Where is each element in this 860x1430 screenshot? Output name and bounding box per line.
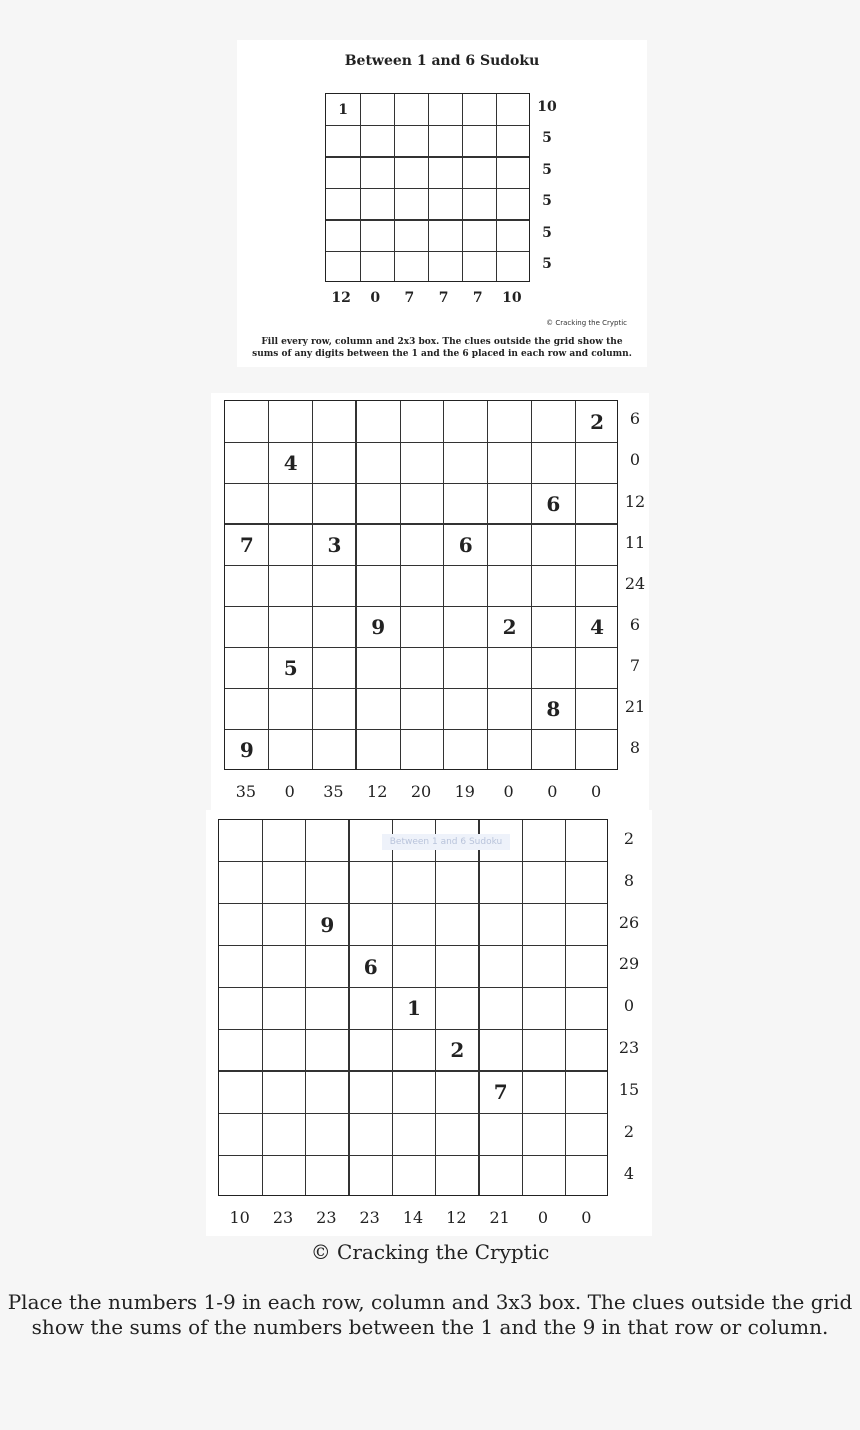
row-clue: 0 — [623, 996, 635, 1016]
rules-text: Place the numbers 1-9 in each row, column and 3x3 box. The clues outside the grid show the sums of the numbers between the 1 and the 9 in that row or column. — [7, 1290, 853, 1339]
sudoku-cell[interactable] — [313, 689, 357, 730]
sudoku-cell[interactable] — [326, 189, 360, 221]
sudoku-cell[interactable] — [522, 904, 565, 946]
column-clue: 23 — [316, 1208, 337, 1227]
sudoku-cell[interactable] — [488, 565, 532, 606]
sudoku-cell[interactable] — [522, 1155, 565, 1197]
sudoku-cell[interactable] — [269, 607, 313, 648]
sudoku-cell[interactable] — [436, 862, 479, 904]
sudoku-cell[interactable] — [429, 252, 463, 284]
row-clue: 11 — [624, 532, 646, 552]
sudoku-cell[interactable] — [566, 1071, 609, 1113]
sudoku-cell[interactable] — [326, 220, 360, 252]
sudoku-cell[interactable] — [497, 220, 531, 252]
sudoku-cell[interactable] — [497, 126, 531, 158]
column-clue: 35 — [323, 782, 344, 801]
sudoku-cell[interactable] — [356, 442, 400, 483]
row-clue: 8 — [623, 870, 635, 890]
sudoku-cell[interactable] — [392, 1113, 435, 1155]
given-digit[interactable]: 9 — [239, 738, 254, 763]
row-clue: 4 — [623, 1163, 635, 1183]
sudoku-cell[interactable] — [394, 252, 428, 284]
sudoku-cell[interactable] — [360, 189, 394, 221]
sudoku-cell[interactable] — [326, 126, 360, 158]
watermark-text: Between 1 and 6 Sudoku — [382, 834, 510, 850]
sudoku-cell[interactable] — [349, 1029, 392, 1071]
given-digit[interactable]: 6 — [458, 532, 473, 557]
sudoku-cell[interactable] — [262, 862, 305, 904]
sudoku-cell[interactable] — [522, 1113, 565, 1155]
sudoku-cell[interactable] — [306, 1029, 349, 1071]
sudoku-cell[interactable] — [436, 1113, 479, 1155]
sudoku-cell[interactable] — [326, 252, 360, 284]
puzzle-6x6-panel — [237, 40, 647, 367]
given-digit[interactable]: 6 — [363, 954, 378, 979]
copyright: © Cracking the Cryptic — [310, 1240, 550, 1264]
sudoku-cell[interactable] — [269, 565, 313, 606]
row-clue: 0 — [629, 450, 641, 470]
sudoku-cell[interactable] — [400, 648, 444, 689]
given-digit[interactable]: 8 — [546, 697, 561, 722]
sudoku-cell[interactable] — [522, 820, 565, 862]
sudoku-cell[interactable] — [356, 648, 400, 689]
sudoku-cell[interactable] — [522, 988, 565, 1030]
sudoku-cell[interactable] — [394, 157, 428, 189]
puzzle-9x9-panel-2 — [206, 810, 652, 1236]
sudoku-cell[interactable] — [444, 483, 488, 524]
row-clue: 6 — [629, 409, 641, 429]
sudoku-cell[interactable] — [463, 126, 497, 158]
sudoku-cell[interactable] — [219, 946, 262, 988]
sudoku-cell[interactable] — [394, 220, 428, 252]
sudoku-cell[interactable] — [313, 483, 357, 524]
sudoku-cell[interactable] — [479, 988, 522, 1030]
sudoku-cell[interactable] — [225, 483, 269, 524]
row-clue: 24 — [624, 573, 646, 593]
sudoku-cell[interactable] — [219, 988, 262, 1030]
sudoku-cell[interactable] — [392, 862, 435, 904]
sudoku-cell[interactable] — [392, 946, 435, 988]
row-clue: 2 — [623, 1121, 635, 1141]
sudoku-cell[interactable] — [429, 220, 463, 252]
row-clue: 5 — [542, 161, 552, 178]
column-clue: 7 — [472, 290, 483, 306]
column-clue: 0 — [370, 290, 381, 306]
sudoku-cell[interactable] — [360, 220, 394, 252]
copyright-small: © Cracking the Cryptic — [546, 319, 627, 327]
sudoku-cell[interactable] — [262, 946, 305, 988]
sudoku-cell[interactable] — [463, 189, 497, 221]
sudoku-cell[interactable] — [400, 442, 444, 483]
column-clue: 21 — [489, 1208, 510, 1227]
sudoku-cell[interactable] — [269, 524, 313, 565]
sudoku-cell[interactable] — [488, 524, 532, 565]
sudoku-cell[interactable] — [429, 94, 463, 126]
sudoku-cell[interactable] — [436, 1155, 479, 1197]
given-digit[interactable]: 3 — [327, 532, 342, 557]
sudoku-cell[interactable] — [463, 252, 497, 284]
sudoku-cell[interactable] — [400, 524, 444, 565]
column-clue: 0 — [547, 782, 558, 801]
sudoku-cell[interactable] — [356, 730, 400, 771]
sudoku-cell[interactable] — [349, 904, 392, 946]
sudoku-cell[interactable] — [479, 1155, 522, 1197]
sudoku-cell[interactable] — [479, 862, 522, 904]
sudoku-cell[interactable] — [306, 946, 349, 988]
sudoku-cell[interactable] — [219, 1113, 262, 1155]
column-clue: 35 — [235, 782, 257, 801]
sudoku-cell[interactable] — [400, 689, 444, 730]
sudoku-cell[interactable] — [306, 1071, 349, 1113]
sudoku-cell[interactable] — [356, 524, 400, 565]
column-clue: 12 — [446, 1208, 467, 1227]
sudoku-cell[interactable] — [400, 730, 444, 771]
sudoku-cell[interactable] — [488, 730, 532, 771]
row-clue: 21 — [624, 697, 646, 717]
sudoku-cell[interactable] — [306, 820, 349, 862]
sudoku-cell[interactable] — [566, 1155, 609, 1197]
sudoku-cell[interactable] — [349, 1113, 392, 1155]
sudoku-cell[interactable] — [463, 220, 497, 252]
sudoku-cell[interactable] — [392, 1071, 435, 1113]
sudoku-cell[interactable] — [575, 483, 619, 524]
row-clue: 2 — [623, 828, 635, 848]
given-digit[interactable]: 2 — [450, 1038, 465, 1063]
puzzle-6x6-title: Between 1 and 6 Sudoku — [344, 53, 540, 69]
sudoku-cell[interactable] — [225, 689, 269, 730]
row-clue: 5 — [542, 256, 552, 273]
given-digit[interactable]: 6 — [546, 491, 561, 516]
sudoku-grid-6x6 — [325, 93, 530, 282]
sudoku-cell[interactable] — [429, 189, 463, 221]
given-digit[interactable]: 9 — [320, 912, 335, 937]
sudoku-cell[interactable] — [522, 862, 565, 904]
column-clue: 0 — [591, 782, 602, 801]
sudoku-cell[interactable] — [463, 157, 497, 189]
sudoku-cell[interactable] — [400, 565, 444, 606]
sudoku-cell[interactable] — [219, 1155, 262, 1197]
given-digit[interactable]: 2 — [590, 409, 605, 434]
sudoku-cell[interactable] — [262, 1155, 305, 1197]
sudoku-cell[interactable] — [392, 1155, 435, 1197]
sudoku-cell[interactable] — [444, 730, 488, 771]
given-digit[interactable]: 1 — [407, 996, 421, 1021]
sudoku-cell[interactable] — [488, 442, 532, 483]
sudoku-cell[interactable] — [306, 862, 349, 904]
sudoku-cell[interactable] — [479, 904, 522, 946]
sudoku-cell[interactable] — [444, 401, 488, 442]
sudoku-cell[interactable] — [356, 401, 400, 442]
sudoku-cell[interactable] — [313, 565, 357, 606]
sudoku-cell[interactable] — [575, 689, 619, 730]
given-digit[interactable]: 2 — [502, 615, 517, 640]
sudoku-cell[interactable] — [225, 648, 269, 689]
sudoku-cell[interactable] — [531, 442, 575, 483]
sudoku-cell[interactable] — [479, 946, 522, 988]
sudoku-cell[interactable] — [479, 1029, 522, 1071]
column-clue: 23 — [359, 1208, 380, 1227]
sudoku-cell[interactable] — [269, 689, 313, 730]
sudoku-cell[interactable] — [444, 442, 488, 483]
sudoku-cell[interactable] — [392, 904, 435, 946]
sudoku-cell[interactable] — [463, 94, 497, 126]
column-clue: 14 — [402, 1208, 424, 1227]
sudoku-cell[interactable] — [306, 988, 349, 1030]
sudoku-cell[interactable] — [349, 862, 392, 904]
sudoku-cell[interactable] — [219, 862, 262, 904]
sudoku-cell[interactable] — [262, 904, 305, 946]
sudoku-cell[interactable] — [479, 1113, 522, 1155]
sudoku-cell[interactable] — [262, 820, 305, 862]
sudoku-cell[interactable] — [566, 1113, 609, 1155]
sudoku-cell[interactable] — [400, 401, 444, 442]
sudoku-cell[interactable] — [313, 607, 357, 648]
sudoku-cell[interactable] — [313, 730, 357, 771]
sudoku-cell[interactable] — [429, 126, 463, 158]
sudoku-cell[interactable] — [575, 565, 619, 606]
given-digit[interactable]: 7 — [239, 532, 254, 557]
sudoku-cell[interactable] — [575, 730, 619, 771]
sudoku-cell[interactable] — [269, 730, 313, 771]
sudoku-cell[interactable] — [497, 252, 531, 284]
sudoku-cell[interactable] — [522, 1071, 565, 1113]
row-clue: 5 — [542, 193, 552, 210]
sudoku-cell[interactable] — [219, 820, 262, 862]
sudoku-cell[interactable] — [394, 189, 428, 221]
sudoku-cell[interactable] — [225, 401, 269, 442]
sudoku-cell[interactable] — [349, 1155, 392, 1197]
sudoku-cell[interactable] — [488, 648, 532, 689]
row-clue: 10 — [537, 98, 557, 115]
sudoku-cell[interactable] — [566, 862, 609, 904]
sudoku-grid-9x9-b — [218, 819, 608, 1196]
column-clue: 23 — [272, 1208, 294, 1227]
row-clue: 15 — [618, 1080, 640, 1100]
sudoku-cell[interactable] — [436, 1071, 479, 1113]
sudoku-cell[interactable] — [497, 157, 531, 189]
rules-text-small: Fill every row, column and 2x3 box. The clues outside the grid show the sums of any digits between the 1 and the 6 placed in each row and column. — [252, 337, 632, 359]
row-clue: 26 — [618, 912, 640, 932]
sudoku-cell[interactable] — [531, 401, 575, 442]
sudoku-cell[interactable] — [306, 1155, 349, 1197]
sudoku-cell[interactable] — [356, 689, 400, 730]
sudoku-cell[interactable] — [349, 988, 392, 1030]
given-digit[interactable]: 4 — [590, 615, 605, 640]
column-clue: 12 — [367, 782, 388, 801]
sudoku-cell[interactable] — [566, 988, 609, 1030]
sudoku-cell[interactable] — [400, 607, 444, 648]
sudoku-cell[interactable] — [436, 904, 479, 946]
row-clue: 6 — [629, 614, 641, 634]
sudoku-cell[interactable] — [313, 648, 357, 689]
sudoku-cell[interactable] — [566, 946, 609, 988]
column-clue: 10 — [502, 290, 522, 306]
sudoku-cell[interactable] — [444, 648, 488, 689]
row-clue: 5 — [542, 224, 552, 241]
sudoku-grid-9x9-a — [224, 400, 618, 770]
given-digit[interactable]: 9 — [371, 615, 386, 640]
given-digit[interactable]: 7 — [493, 1080, 508, 1105]
sudoku-cell[interactable] — [219, 1029, 262, 1071]
row-clue: 7 — [629, 656, 641, 676]
sudoku-cell[interactable] — [488, 689, 532, 730]
sudoku-cell[interactable] — [575, 442, 619, 483]
sudoku-cell[interactable] — [531, 730, 575, 771]
given-digit[interactable]: 4 — [283, 450, 298, 475]
sudoku-cell[interactable] — [444, 689, 488, 730]
sudoku-cell[interactable] — [575, 524, 619, 565]
given-digit[interactable]: 1 — [338, 101, 348, 118]
column-clue: 0 — [284, 782, 295, 801]
sudoku-cell[interactable] — [360, 157, 394, 189]
sudoku-cell[interactable] — [262, 1029, 305, 1071]
column-clue: 7 — [438, 290, 449, 306]
sudoku-cell[interactable] — [531, 607, 575, 648]
sudoku-cell[interactable] — [262, 988, 305, 1030]
sudoku-cell[interactable] — [566, 820, 609, 862]
sudoku-cell[interactable] — [488, 483, 532, 524]
row-clue: 29 — [618, 954, 640, 974]
sudoku-cell[interactable] — [566, 1029, 609, 1071]
sudoku-cell[interactable] — [313, 442, 357, 483]
column-clue: 0 — [503, 782, 514, 801]
sudoku-cell[interactable] — [522, 1029, 565, 1071]
row-clue: 12 — [624, 491, 646, 511]
column-clue: 19 — [454, 782, 475, 801]
sudoku-cell[interactable] — [394, 94, 428, 126]
puzzle-9x9-panel-1 — [211, 393, 649, 810]
sudoku-cell[interactable] — [225, 442, 269, 483]
sudoku-cell[interactable] — [360, 126, 394, 158]
sudoku-cell[interactable] — [269, 483, 313, 524]
column-clue: 12 — [331, 290, 351, 306]
sudoku-cell[interactable] — [566, 904, 609, 946]
sudoku-cell[interactable] — [400, 483, 444, 524]
given-digit[interactable]: 5 — [283, 656, 298, 681]
sudoku-cell[interactable] — [531, 524, 575, 565]
sudoku-cell[interactable] — [262, 1071, 305, 1113]
sudoku-cell[interactable] — [360, 252, 394, 284]
sudoku-cell[interactable] — [326, 157, 360, 189]
sudoku-cell[interactable] — [575, 648, 619, 689]
sudoku-cell[interactable] — [360, 94, 394, 126]
sudoku-cell[interactable] — [219, 904, 262, 946]
sudoku-cell[interactable] — [497, 189, 531, 221]
sudoku-cell[interactable] — [531, 648, 575, 689]
sudoku-cell[interactable] — [313, 401, 357, 442]
column-clue: 7 — [404, 290, 415, 306]
sudoku-cell[interactable] — [444, 607, 488, 648]
sudoku-cell[interactable] — [392, 1029, 435, 1071]
sudoku-cell[interactable] — [356, 483, 400, 524]
sudoku-cell[interactable] — [436, 988, 479, 1030]
sudoku-cell[interactable] — [349, 1071, 392, 1113]
row-clue: 5 — [542, 130, 552, 147]
sudoku-cell[interactable] — [394, 126, 428, 158]
sudoku-cell[interactable] — [488, 401, 532, 442]
sudoku-cell[interactable] — [219, 1071, 262, 1113]
column-clue: 0 — [581, 1208, 592, 1227]
sudoku-cell[interactable] — [269, 401, 313, 442]
column-clue: 20 — [410, 782, 432, 801]
sudoku-cell[interactable] — [306, 1113, 349, 1155]
sudoku-cell[interactable] — [262, 1113, 305, 1155]
sudoku-cell[interactable] — [444, 565, 488, 606]
sudoku-cell[interactable] — [429, 157, 463, 189]
column-clue: 0 — [537, 1208, 549, 1227]
sudoku-cell[interactable] — [225, 607, 269, 648]
sudoku-cell[interactable] — [436, 946, 479, 988]
sudoku-cell[interactable] — [497, 94, 531, 126]
column-clue: 10 — [229, 1208, 250, 1227]
row-clue: 8 — [629, 738, 641, 758]
sudoku-cell[interactable] — [356, 565, 400, 606]
sudoku-cell[interactable] — [522, 946, 565, 988]
sudoku-cell[interactable] — [225, 565, 269, 606]
row-clue: 23 — [618, 1038, 640, 1058]
sudoku-cell[interactable] — [531, 565, 575, 606]
